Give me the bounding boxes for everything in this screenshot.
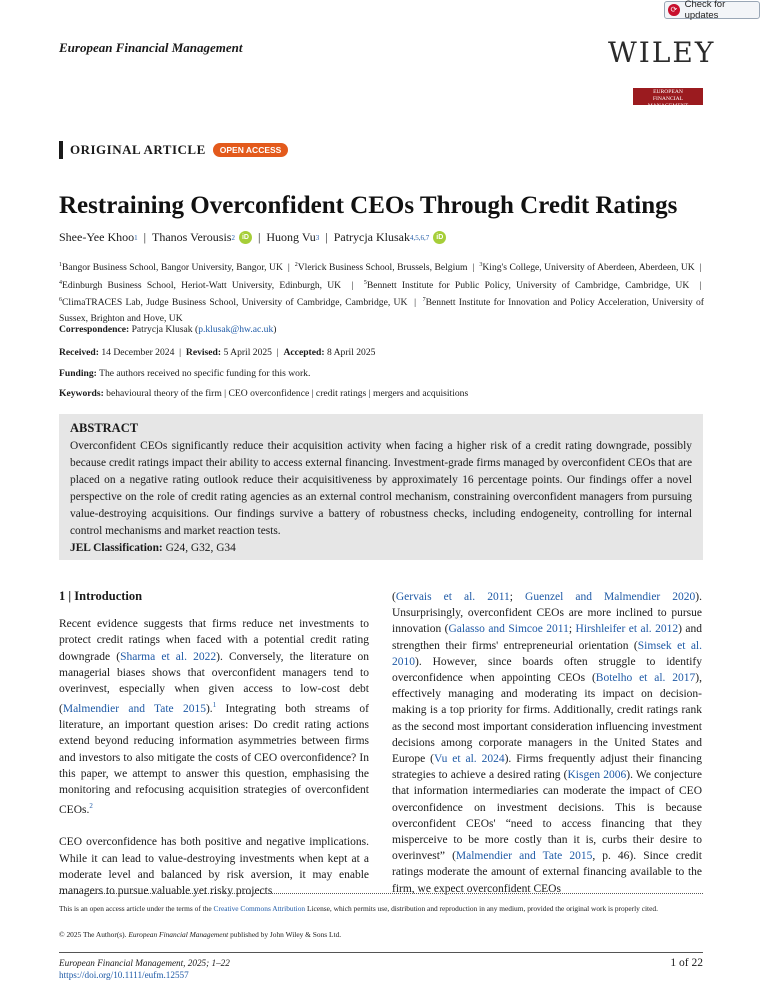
right-column	[392, 589, 702, 897]
text-run: ). However, since boards often struggle to identify overconfidence when appointing CEOs (	[392, 655, 702, 685]
copyright-note	[59, 930, 341, 939]
text-run: ). Unsurprisingly, overconfident CEOs are more inclined to pursue innovation (	[392, 591, 703, 636]
doi-link[interactable]: https://doi.org/10.1111/eufm.12557	[59, 970, 189, 980]
footnote-ref[interactable]: 1	[212, 701, 217, 710]
author-list	[59, 230, 446, 245]
keywords	[59, 388, 468, 399]
open-access-badge: OPEN ACCESS	[213, 143, 289, 157]
license-note	[59, 902, 703, 915]
accepted-date: 8 April 2025	[326, 347, 376, 358]
author-name[interactable]: Thanos Verousis	[152, 230, 232, 244]
license-link[interactable]: Creative Commons Attribution	[213, 904, 306, 913]
text-run: ) and strengthen their firms' entrepreneurial orientation (	[392, 623, 702, 652]
journal-name: European Financial Management	[59, 40, 243, 55]
accepted-label: Accepted:	[283, 347, 325, 358]
affiliation-1: Bangor Business School, Bangor University, Bangor, UK	[62, 262, 283, 274]
citation-link[interactable]: Malmendier and Tate 2015	[62, 703, 206, 716]
text-run: , p. 46). Since credit ratings moderate the amount of external financing available to the firm, we expect overconfident CEOs	[392, 850, 702, 895]
affiliation-5: Bennett Institute for Public Policy, University of Cambridge, Cambridge, UK	[366, 279, 690, 291]
citation-link[interactable]: Simsek et al. 2010	[392, 639, 702, 668]
left-column	[59, 588, 369, 899]
citation-link[interactable]: Galasso and Simcoe 2011	[448, 623, 569, 636]
author-affil-ref[interactable]: 3	[315, 233, 320, 242]
footnote-ref[interactable]: 2	[89, 802, 93, 811]
text-run: © 2025 The Author(s).	[59, 930, 129, 939]
text-run: License, which permits use, distribution and reproduction in any medium, provided the original work is properly cited.	[305, 904, 658, 913]
received-date: 14 December 2024	[101, 347, 175, 358]
author-affil-ref[interactable]: 4,5,6,7	[410, 233, 430, 242]
citation-link[interactable]: Vu et al. 2024	[433, 753, 505, 766]
journal-badge	[633, 88, 703, 109]
affiliation-2: Vlerick Business School, Brussels, Belgium	[297, 262, 468, 274]
text-run: This is an open access article under the terms of the	[59, 904, 214, 913]
correspondence	[59, 324, 276, 335]
abstract-text: Overconfident CEOs significantly reduce their acquisition activity when facing a higher risk of a credit rating downgrade, possibly because credit ratings impact their ability to access external financing. Investment-grade firms managed by overconfident CEOs that are placed on a negative rating outlook reduce their acquisitiveness by approximately 16 percentage points. Our findings offer a novel perspective on the role of credit rating agencies as an external control mechanism, constraining overconfident managers from pursuing value-destroying acquisitions. Our findings survive a battery of robustness checks, including endogeneity, controlling for internal control mechanisms and market reaction tests.	[70, 440, 692, 537]
badge-line-1: EUROPEAN	[653, 89, 683, 95]
author-affil-ref[interactable]: 1	[134, 233, 138, 242]
check-for-updates-label: Check for updates	[684, 0, 726, 21]
keywords-text: behavioural theory of the firm | CEO overconfidence | credit ratings | mergers and acquisitions	[106, 388, 469, 399]
jel-classification	[70, 540, 692, 557]
text-run: European Financial Management	[128, 930, 229, 939]
affiliation-4: Edinburgh Business School, Heriot-Watt University, Edinburgh, UK	[62, 279, 342, 291]
citation-link[interactable]: Botelho et al. 2017	[595, 672, 696, 685]
section-heading: 1 | Introduction	[59, 589, 143, 603]
revised-label: Revised:	[185, 347, 222, 358]
affiliation-6: ClimaTRACES Lab, Judge Business School, University of Cambridge, Cambridge, UK	[62, 297, 408, 309]
paragraph	[59, 616, 369, 818]
citation-link[interactable]: Gervais et al. 2011	[395, 591, 510, 603]
author-name[interactable]: Huong Vu	[266, 230, 316, 244]
author-name[interactable]: Shee-Yee Khoo	[59, 230, 135, 244]
article-dates: Received: 14 December 2024 | Revised: 5 April 2025 | Accepted: 8 April 2025	[59, 347, 376, 358]
separator: |	[325, 230, 328, 244]
separator: |	[143, 230, 147, 244]
affiliations: $^1$Bangor Business School, Bangor University, Bangor, UK | $^2$Vlerick Business School, Brussels, Belgium | $^3$King's College, University of Aberdeen, Aberdeen, UK | $^4$Edinburgh Business School, Heriot-Watt University, Edinburgh, UK | $^5$Bennett Institute for Public Policy, University of Cambridge, Cambridge, UK | $^6$ClimaTRACES Lab, Judge Business School, University of Cambridge, Cambridge, UK | $^7$Bennett Institute for Innovation and Policy Acceleration, University of Sussex, Brighton and Hove, UK	[59, 262, 705, 325]
abstract-box	[59, 414, 703, 560]
text-run: ).	[205, 703, 213, 716]
text-run: Recent evidence suggests that firms reduce net investments to protect credit ratings when faced with a potential credit rating downgrade (	[59, 618, 369, 663]
text-run: (	[392, 591, 396, 603]
funding-label: Funding:	[59, 368, 97, 379]
page-number: 1 of 22	[670, 957, 703, 969]
affiliation-3: King's College, University of Aberdeen, Aberdeen, UK	[482, 262, 695, 274]
text-run: ;	[509, 591, 526, 603]
badge-line-2: FINANCIAL MANAGEMENT	[647, 96, 689, 109]
affiliation-7: Bennett Institute for Innovation and Policy Acceleration, University of Sussex, Brighton and Hove, UK	[59, 297, 704, 325]
correspondence-label: Correspondence:	[59, 324, 130, 335]
author-name[interactable]: Patrycja Klusak	[333, 230, 410, 244]
orcid-icon[interactable]: iD	[239, 231, 252, 244]
citation-link[interactable]: Hirshleifer et al. 2012	[575, 623, 679, 636]
article-type	[59, 141, 288, 159]
jel-codes: G24, G32, G34	[165, 542, 236, 554]
orcid-icon[interactable]: iD	[433, 231, 446, 244]
text-run: Integrating both streams of literature, an important question arises: Do credit rating actions extend beyond reducing information asymmetries between firms and investors to also mitigate the costs of CEO overconfidence? In this paper, we attempt to answer this question, emphasising the monitoring and refocusing acquisition strategies of overconfident CEOs.	[59, 703, 369, 817]
jel-label: JEL Classification:	[70, 542, 163, 554]
text-run: published by John Wiley & Sons Ltd.	[228, 930, 342, 939]
funding-text: The authors received no specific funding for this work.	[99, 368, 311, 379]
check-for-updates-button[interactable]	[664, 1, 760, 19]
journal-issue: European Financial Management, 2025; 1–22	[59, 958, 230, 968]
article-title: Restraining Overconfident CEOs Through Credit Ratings	[59, 192, 678, 219]
text-run: ). We conjecture that information intermediaries can moderate the impact of CEO overconfidence on investment decisions. This is because overconfident CEOs' “need to access financing that they misperceive to be more costly than it is, curbs their desire to overinvest” (	[392, 769, 702, 863]
publisher-logo: WILEY	[608, 36, 716, 69]
text-run: ;	[568, 623, 576, 636]
correspondence-name: Patrycja Klusak (	[131, 324, 199, 335]
revised-date: 5 April 2025	[223, 347, 272, 358]
text-run: ). Conversely, the literature on managerial biases shows that overconfident managers tend to overinvest, especially when given access to low-cost debt (	[59, 650, 369, 716]
keywords-label: Keywords:	[59, 388, 104, 399]
received-label: Received:	[59, 347, 99, 358]
correspondence-close: )	[273, 324, 277, 335]
text-run: ). Firms frequently adjust their financing strategies to achieve a desired rating (	[392, 753, 702, 782]
footer-divider	[59, 893, 703, 894]
citation-link[interactable]: Kisgen 2006	[567, 769, 627, 782]
refresh-icon: ⟳	[668, 4, 680, 16]
citation-link[interactable]: Guenzel and Malmendier 2020	[525, 591, 696, 603]
paragraph: CEO overconfidence has both positive and negative implications. While it can lead to value-destroying investments when kept at a moderate level and balanced by risk aversion, it may enable managers to pursue valuable yet risky projects	[59, 836, 369, 897]
bottom-divider	[59, 952, 703, 953]
author-affil-ref[interactable]: 2	[231, 233, 235, 242]
abstract-heading: ABSTRACT	[70, 421, 139, 435]
citation-link[interactable]: Malmendier and Tate 2015	[455, 850, 593, 863]
paragraph	[392, 589, 702, 897]
article-type-label: ORIGINAL ARTICLE	[70, 142, 206, 157]
text-run: ), effectively managing and moderating its impact on decision-making is a top priority for firms. Additionally, credit ratings rank as the second most important consideration influencing investment decisions among corporate managers in the United States and Europe (	[392, 672, 703, 766]
citation-link[interactable]: Sharma et al. 2022	[120, 650, 217, 663]
separator: |	[257, 230, 261, 244]
correspondence-email-link[interactable]: p.klusak@hw.ac.uk	[198, 324, 274, 335]
funding	[59, 368, 310, 379]
